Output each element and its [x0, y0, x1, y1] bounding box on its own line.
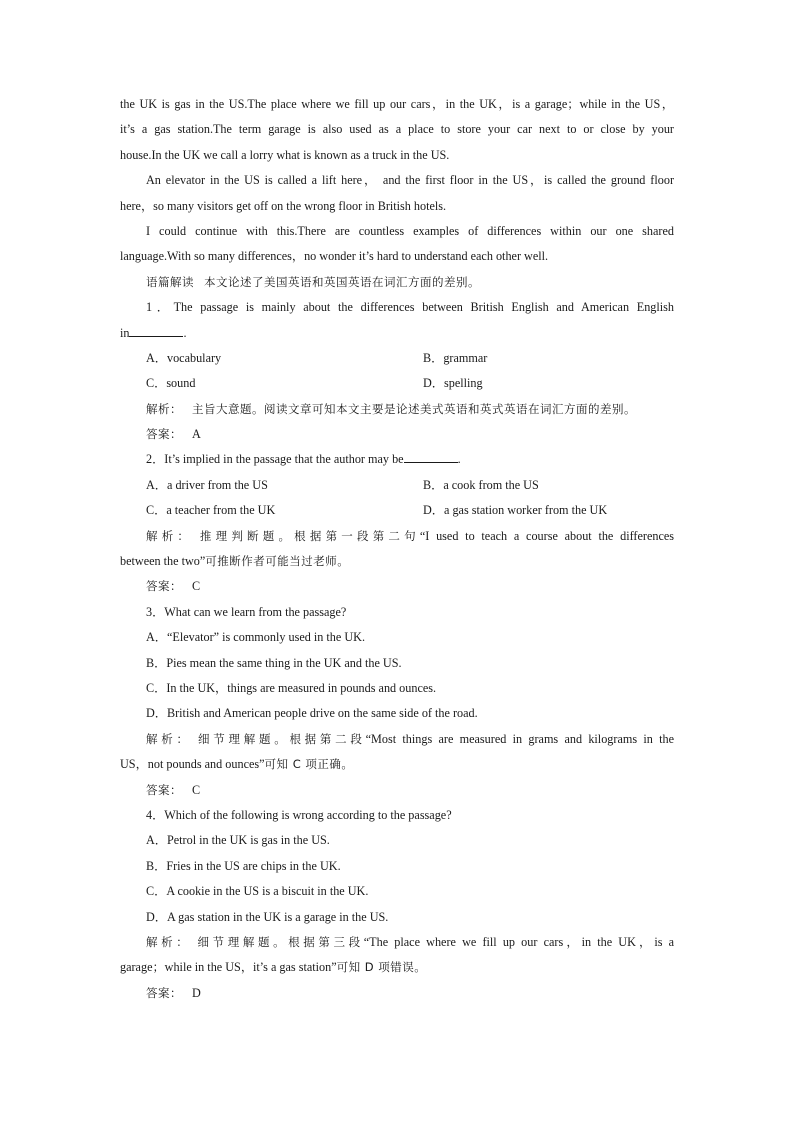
answer-label: 答案： [146, 427, 182, 442]
question-stem: 3．What can we learn from the passage? [146, 604, 347, 619]
analysis: 解析： 细节理解题。根据第三段“The place where we fill up our cars，in the UK，is a [146, 934, 675, 949]
question-stem: 2．It’s implied in the passage that the author may be . [120, 447, 674, 472]
answer [120, 574, 674, 599]
options-row [120, 498, 674, 523]
text-line: An elevator in the US is called a lift here， and the first floor in the US，is called the ground floor [146, 173, 674, 188]
option-c: C．A cookie in the US is a biscuit in the UK. [146, 884, 369, 899]
answer-blank [404, 448, 458, 463]
analysis [120, 397, 674, 422]
answer-value: D [192, 985, 201, 1000]
passage-paragraph-2 [120, 168, 674, 219]
passage-paragraph-1 [120, 92, 674, 168]
question-1 [120, 295, 674, 447]
analysis-continued: between the two”可推断作者可能当过老师。 [120, 554, 350, 569]
question-stem: 1．The passage is mainly about the differences between British English and American English [146, 300, 674, 315]
option-d: D．A gas station in the UK is a garage in the US. [146, 909, 389, 924]
option-b: B．Pies mean the same thing in the UK and the US. [146, 655, 402, 670]
analysis-continued: garage；while in the US，it’s a gas station”可知 D 项错误。 [120, 960, 427, 975]
option-a: A．vocabulary [146, 350, 222, 365]
question-2 [120, 447, 674, 599]
summary-text: 本文论述了美国英语和英国英语在词汇方面的差别。 [204, 274, 480, 289]
answer-value: C [192, 782, 201, 797]
answer [120, 778, 674, 803]
question-3 [120, 600, 674, 803]
answer-label: 答案： [146, 985, 182, 1000]
passage-summary [120, 270, 674, 295]
option-c: C．a teacher from the UK [146, 503, 276, 518]
options-row [120, 371, 674, 396]
analysis-label: 解析： [146, 401, 182, 416]
text-line: house.In the UK we call a lorry what is known as a truck in the US. [120, 147, 450, 162]
options-row [120, 346, 674, 371]
answer-value: A [192, 427, 201, 442]
question-4 [120, 803, 674, 1006]
option-d: D．spelling [423, 376, 483, 391]
analysis-label: 解析： [146, 528, 194, 543]
text-line: it’s a gas station.The term garage is also used as a place to store your car next to or close by your [120, 122, 674, 137]
option-c: C．sound [146, 376, 196, 391]
answer-label: 答案： [146, 782, 182, 797]
text-line: here，so many visitors get off on the wrong floor in British hotels. [120, 198, 447, 213]
analysis-label: 解析： [146, 731, 192, 746]
question-stem-continued: in . [120, 321, 674, 346]
document-page [120, 92, 674, 1006]
question-stem: 4．Which of the following is wrong according to the passage? [146, 807, 452, 822]
answer-label: 答案： [146, 579, 182, 594]
option-a: A．“Elevator” is commonly used in the UK. [146, 630, 365, 645]
option-a: A．a driver from the US [146, 477, 268, 492]
text-line: language.With so many differences，no wonder it’s hard to understand each other well. [120, 249, 549, 264]
options-row [120, 473, 674, 498]
option-d: D．a gas station worker from the UK [423, 503, 608, 518]
analysis: 解析： 细节理解题。根据第二段“Most things are measured in grams and kilograms in the [146, 731, 675, 746]
analysis-label: 解析： [146, 934, 192, 949]
summary-label: 语篇解读 [146, 274, 194, 289]
text-line: the UK is gas in the US.The place where we fill up our cars，in the UK，is a garage；while in the US， [120, 97, 674, 111]
option-d: D．British and American people drive on the same side of the road. [146, 706, 478, 721]
option-c: C．In the UK，things are measured in pounds and ounces. [146, 680, 437, 695]
passage-paragraph-3 [120, 219, 674, 270]
analysis: 解析： 推理判断题。根据第一段第二句“I used to teach a course about the differences [146, 528, 675, 543]
answer-value: C [192, 579, 201, 594]
answer-blank [129, 322, 183, 337]
option-b: B．Fries in the US are chips in the UK. [146, 858, 341, 873]
answer [120, 981, 674, 1006]
analysis-continued: US，not pounds and ounces”可知 C 项正确。 [120, 757, 354, 772]
option-a: A．Petrol in the UK is gas in the US. [146, 833, 330, 848]
option-b: B．grammar [423, 350, 488, 365]
option-b: B．a cook from the US [423, 477, 539, 492]
text-line: I could continue with this.There are countless examples of differences within our one shared [146, 223, 674, 238]
analysis-text: 主旨大意题。阅读文章可知本文主要是论述美式英语和英式英语在词汇方面的差别。 [192, 401, 636, 416]
answer [120, 422, 674, 447]
